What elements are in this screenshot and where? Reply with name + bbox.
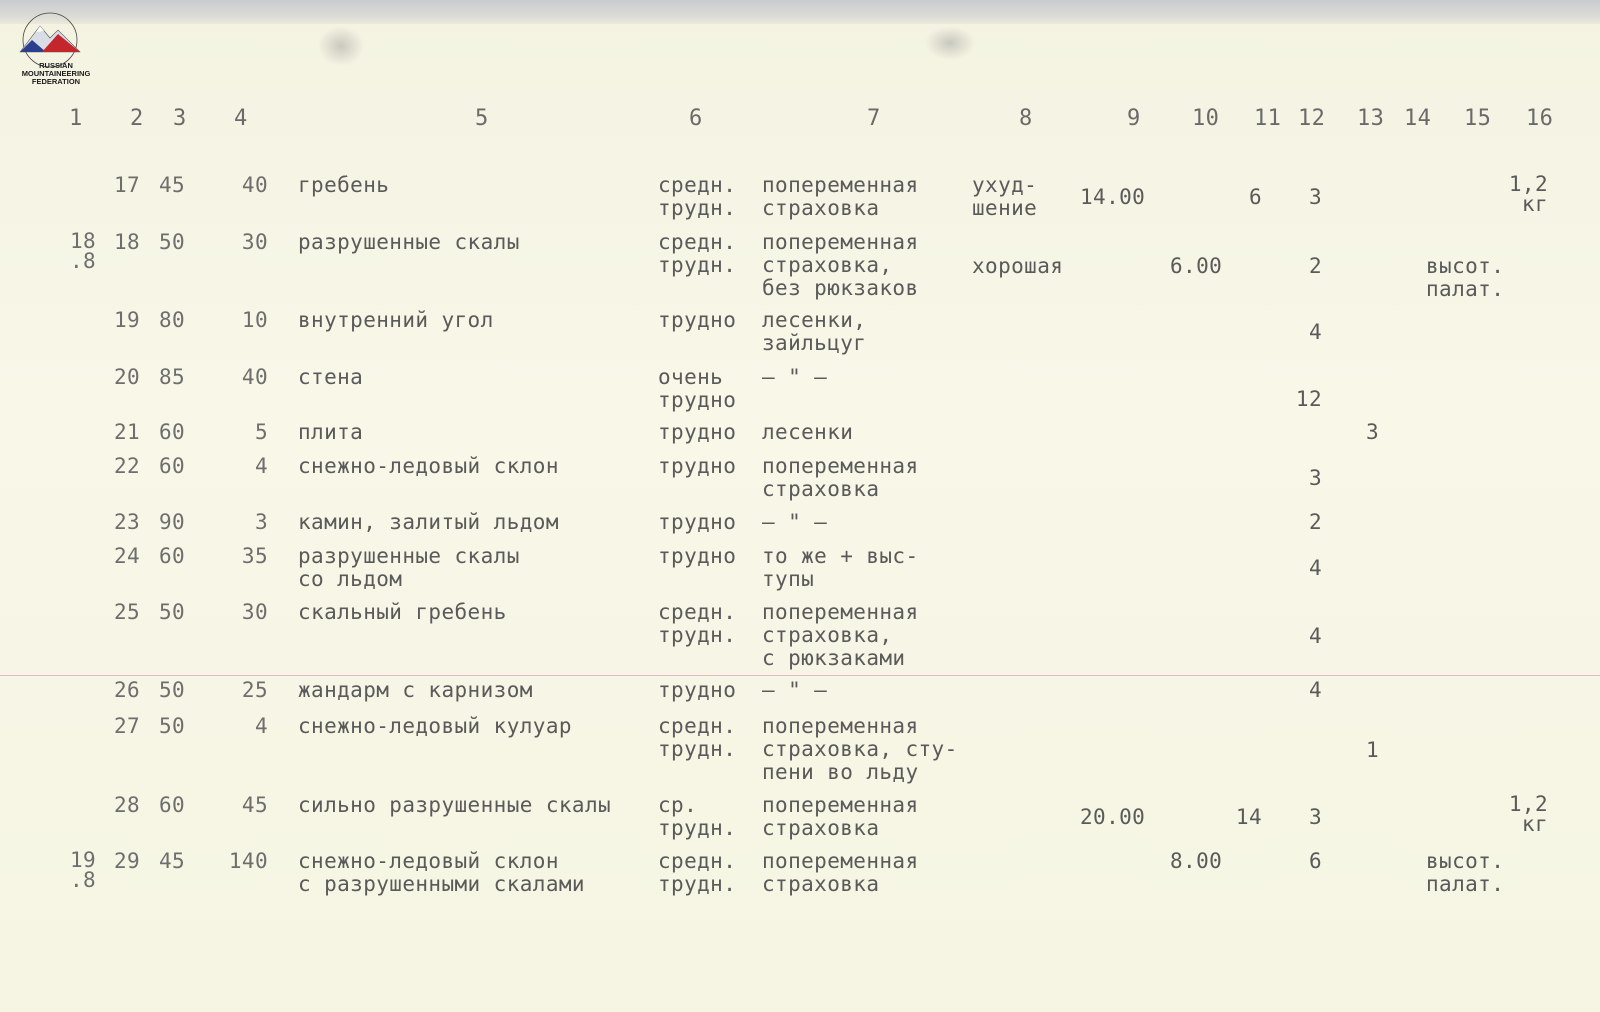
section-number-cell: 18	[114, 230, 141, 254]
column-header-12: 12	[1298, 106, 1326, 131]
difficulty-cell: средн. трудн.	[658, 849, 737, 896]
column-header-13: 13	[1357, 106, 1385, 131]
length-cell: 4	[254, 454, 268, 478]
length-cell: 140	[228, 849, 268, 873]
steepness-cell: 60	[159, 420, 186, 444]
difficulty-cell: средн. трудн.	[658, 173, 737, 220]
belay-method-cell: попеременная страховка	[762, 454, 919, 501]
ice-pitons-cell: 1	[1366, 738, 1380, 762]
rock-pitons-cell: 4	[1308, 320, 1322, 344]
section-number-cell: 20	[114, 365, 141, 389]
difficulty-cell: очень трудно	[658, 365, 737, 412]
rock-pitons-cell: 4	[1308, 624, 1322, 648]
column-header-8: 8	[1019, 106, 1033, 131]
terrain-cell: камин, залитый льдом	[298, 510, 559, 534]
walking-hours-cell: 6	[1248, 185, 1262, 209]
column-header-15: 15	[1464, 106, 1492, 131]
rock-pitons-cell: 4	[1308, 556, 1322, 580]
rock-pitons-cell: 12	[1295, 387, 1322, 411]
belay-method-cell: лесенки	[762, 420, 854, 444]
length-cell: 40	[241, 365, 268, 389]
length-cell: 25	[241, 678, 268, 702]
steepness-cell: 50	[159, 230, 186, 254]
difficulty-cell: средн. трудн.	[658, 600, 737, 647]
section-number-cell: 17	[114, 173, 141, 197]
load-cell: 1,2 кг	[1508, 792, 1548, 836]
paper-fold-line	[0, 675, 1600, 676]
length-cell: 5	[254, 420, 268, 444]
difficulty-cell: трудно	[658, 510, 737, 534]
terrain-cell: снежно-ледовый склон с разрушенными скалами	[298, 849, 585, 896]
section-number-cell: 24	[114, 544, 141, 568]
steepness-cell: 45	[159, 849, 186, 873]
section-number-cell: 27	[114, 714, 141, 738]
length-cell: 30	[241, 600, 268, 624]
length-cell: 4	[254, 714, 268, 738]
column-header-3: 3	[173, 106, 187, 131]
column-header-6: 6	[689, 106, 703, 131]
section-number-cell: 26	[114, 678, 141, 702]
weather-cell: хорошая	[972, 254, 1064, 278]
rock-pitons-cell: 2	[1308, 510, 1322, 534]
stop-time-cell: 6.00	[1170, 254, 1223, 278]
difficulty-cell: средн. трудн.	[658, 230, 737, 277]
steepness-cell: 45	[159, 173, 186, 197]
length-cell: 30	[241, 230, 268, 254]
column-header-11: 11	[1254, 106, 1282, 131]
rock-pitons-cell: 3	[1308, 805, 1322, 829]
belay-method-cell: попеременная страховка	[762, 849, 919, 896]
length-cell: 45	[241, 793, 268, 817]
difficulty-cell: трудно	[658, 308, 737, 332]
section-number-cell: 28	[114, 793, 141, 817]
belay-method-cell: – " –	[762, 678, 828, 702]
section-number-cell: 25	[114, 600, 141, 624]
length-cell: 3	[254, 510, 268, 534]
terrain-cell: сильно разрушенные скалы	[298, 793, 612, 817]
paper-smudge	[318, 26, 364, 66]
difficulty-cell: трудно	[658, 420, 737, 444]
steepness-cell: 80	[159, 308, 186, 332]
stop-time-cell: 8.00	[1170, 849, 1223, 873]
load-cell: 1,2 кг	[1508, 172, 1548, 216]
length-cell: 10	[241, 308, 268, 332]
section-number-cell: 23	[114, 510, 141, 534]
column-header-1: 1	[69, 106, 83, 131]
bivouac-cell: высот. палат.	[1426, 849, 1505, 896]
section-number-cell: 21	[114, 420, 141, 444]
column-header-14: 14	[1404, 106, 1432, 131]
rock-pitons-cell: 3	[1308, 466, 1322, 490]
belay-method-cell: попеременная страховка, с рюкзаками	[762, 600, 919, 670]
rock-pitons-cell: 6	[1308, 849, 1322, 873]
difficulty-cell: ср. трудн.	[658, 793, 737, 840]
length-cell: 35	[241, 544, 268, 568]
section-number-cell: 29	[114, 849, 141, 873]
section-number-cell: 22	[114, 454, 141, 478]
difficulty-cell: трудно	[658, 454, 737, 478]
difficulty-cell: трудно	[658, 678, 737, 702]
steepness-cell: 50	[159, 600, 186, 624]
steepness-cell: 50	[159, 678, 186, 702]
column-header-10: 10	[1192, 106, 1220, 131]
steepness-cell: 85	[159, 365, 186, 389]
difficulty-cell: средн. трудн.	[658, 714, 737, 761]
column-header-16: 16	[1526, 106, 1554, 131]
belay-method-cell: – " –	[762, 510, 828, 534]
terrain-cell: скальный гребень	[298, 600, 507, 624]
column-header-5: 5	[475, 106, 489, 131]
belay-method-cell: – " –	[762, 365, 828, 389]
terrain-cell: стена	[298, 365, 364, 389]
date-cell: 18 .8	[70, 229, 97, 273]
steepness-cell: 60	[159, 793, 186, 817]
steepness-cell: 60	[159, 454, 186, 478]
rock-pitons-cell: 2	[1308, 254, 1322, 278]
ice-pitons-cell: 3	[1366, 420, 1380, 444]
logo-caption: RUSSIAN MOUNTAINEERING FEDERATION	[21, 61, 91, 86]
terrain-cell: разрушенные скалы со льдом	[298, 544, 520, 591]
terrain-cell: снежно-ледовый склон	[298, 454, 559, 478]
belay-method-cell: попеременная страховка	[762, 793, 919, 840]
walking-hours-cell: 14	[1235, 805, 1262, 829]
date-cell: 19 .8	[70, 848, 97, 892]
length-cell: 40	[241, 173, 268, 197]
paper-smudge	[925, 26, 975, 60]
belay-method-cell: попеременная страховка	[762, 173, 919, 220]
section-number-cell: 19	[114, 308, 141, 332]
belay-method-cell: лесенки, зайльцуг	[762, 308, 867, 355]
terrain-cell: разрушенные скалы	[298, 230, 520, 254]
terrain-cell: снежно-ледовый кулуар	[298, 714, 572, 738]
terrain-cell: внутренний угол	[298, 308, 494, 332]
column-header-7: 7	[867, 106, 881, 131]
terrain-cell: гребень	[298, 173, 390, 197]
weather-cell: ухуд- шение	[972, 173, 1038, 220]
bivouac-cell: высот. палат.	[1426, 254, 1505, 301]
scan-top-edge	[0, 0, 1600, 24]
difficulty-cell: трудно	[658, 544, 737, 568]
steepness-cell: 60	[159, 544, 186, 568]
departure-time-cell: 20.00	[1080, 805, 1146, 829]
departure-time-cell: 14.00	[1080, 185, 1146, 209]
belay-method-cell: попеременная страховка, сту- пени во льду	[762, 714, 958, 784]
rock-pitons-cell: 4	[1308, 678, 1322, 702]
steepness-cell: 50	[159, 714, 186, 738]
column-header-9: 9	[1127, 106, 1141, 131]
belay-method-cell: то же + выс- тупы	[762, 544, 919, 591]
belay-method-cell: попеременная страховка, без рюкзаков	[762, 230, 919, 300]
steepness-cell: 90	[159, 510, 186, 534]
rock-pitons-cell: 3	[1308, 185, 1322, 209]
column-header-4: 4	[234, 106, 248, 131]
terrain-cell: плита	[298, 420, 364, 444]
terrain-cell: жандарм с карнизом	[298, 678, 533, 702]
column-header-2: 2	[130, 106, 144, 131]
rmf-logo	[6, 10, 94, 86]
